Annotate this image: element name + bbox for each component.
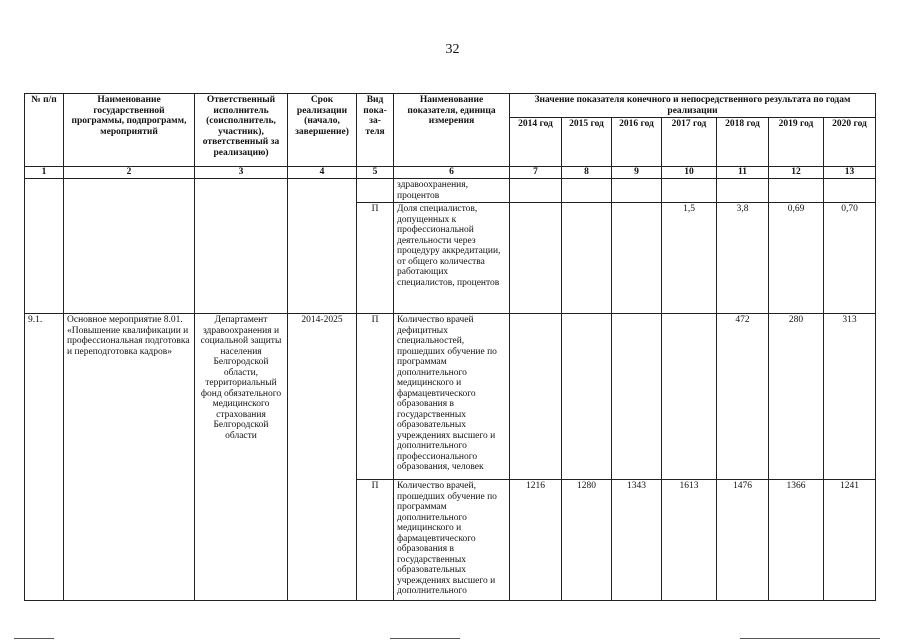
cell-period [288,179,357,314]
cell-value [769,179,824,203]
cell-value [510,203,562,314]
scan-edge-mark [390,638,460,639]
column-number: 3 [195,167,288,179]
cell-num [25,179,64,314]
cell-period: 2014-2025 [288,314,357,601]
header-indicator: Наименование показателя, единица измерения [394,94,510,167]
cell-value: 1476 [717,480,769,601]
cell-type [357,179,394,203]
cell-value: 3,8 [717,203,769,314]
cell-responsible [195,179,288,314]
column-number: 12 [769,167,824,179]
column-number: 7 [510,167,562,179]
header-values-group: Значение показателя конечного и непосредственного результата по годам реализации [510,94,876,118]
column-number-row [25,167,876,179]
column-number: 10 [662,167,717,179]
scan-edge-mark [14,638,54,639]
cell-value: 1280 [562,480,612,601]
cell-value [562,203,612,314]
cell-value [612,203,662,314]
header-program: Наименование государственной программы, подпрограмм, мероприятий [64,94,195,167]
header-year: 2018 год [717,118,769,167]
scan-edge-mark [740,638,880,639]
column-number: 5 [357,167,394,179]
cell-indicator: здравоохранения, процентов [394,179,510,203]
cell-type: П [357,480,394,601]
cell-type: П [357,203,394,314]
page-number: 32 [445,42,460,57]
table-row [25,314,876,480]
cell-value: 1343 [612,480,662,601]
header-period: Срок реализации (начало, завершение) [288,94,357,167]
cell-num: 9.1. [25,314,64,601]
cell-value [662,179,717,203]
cell-value [612,314,662,480]
cell-value [510,179,562,203]
column-number: 9 [612,167,662,179]
header-row [25,94,876,118]
cell-value [562,314,612,480]
cell-indicator: Доля специалистов, допущенных к профессиональной деятельности через процедуру аккредитации, от общего количества работающих специалистов, процентов [394,203,510,314]
column-number: 11 [717,167,769,179]
column-number: 6 [394,167,510,179]
column-number: 1 [25,167,64,179]
cell-value: 1241 [824,480,876,601]
cell-responsible: Департамент здравоохранения и социальной защиты населения Белгородской области, территориальный фонд обязательного медицинского страхования Белгородской области [195,314,288,601]
cell-value: 1,5 [662,203,717,314]
cell-value: 280 [769,314,824,480]
column-number: 8 [562,167,612,179]
cell-value [662,314,717,480]
header-type: Вид пока-за-теля [357,94,394,167]
cell-value [510,314,562,480]
cell-value: 1613 [662,480,717,601]
indicator-table [24,93,876,601]
header-num: № п/п [25,94,64,167]
cell-indicator: Количество врачей, прошедших обучение по программам дополнительного медицинского и фармацевтического образования в государственных образовательных учреждениях высшего и дополнительного [394,480,510,601]
header-year: 2019 год [769,118,824,167]
cell-type: П [357,314,394,480]
cell-value: 0,69 [769,203,824,314]
column-number: 4 [288,167,357,179]
cell-value [612,179,662,203]
header-year: 2020 год [824,118,876,167]
header-year: 2017 год [662,118,717,167]
table-row [25,179,876,203]
cell-value [562,179,612,203]
column-number: 2 [64,167,195,179]
cell-value: 472 [717,314,769,480]
header-year: 2014 год [510,118,562,167]
cell-value: 0,70 [824,203,876,314]
cell-value: 1216 [510,480,562,601]
header-year: 2015 год [562,118,612,167]
cell-value [717,179,769,203]
header-responsible: Ответственный исполнитель (соисполнитель, участник), ответственный за реализацию) [195,94,288,167]
cell-value [824,179,876,203]
cell-program [64,179,195,314]
header-year: 2016 год [612,118,662,167]
cell-value: 313 [824,314,876,480]
cell-program: Основное мероприятие 8.01. «Повышение квалификации и профессиональная подготовка и переподготовка кадров» [64,314,195,601]
column-number: 13 [824,167,876,179]
cell-value: 1366 [769,480,824,601]
cell-indicator: Количество врачей дефицитных специальностей, прошедших обучение по программам дополнительного медицинского и фармацевтического образования в государственных образовательных учреждениях высшего и дополнительного профессионального образования, человек [394,314,510,480]
